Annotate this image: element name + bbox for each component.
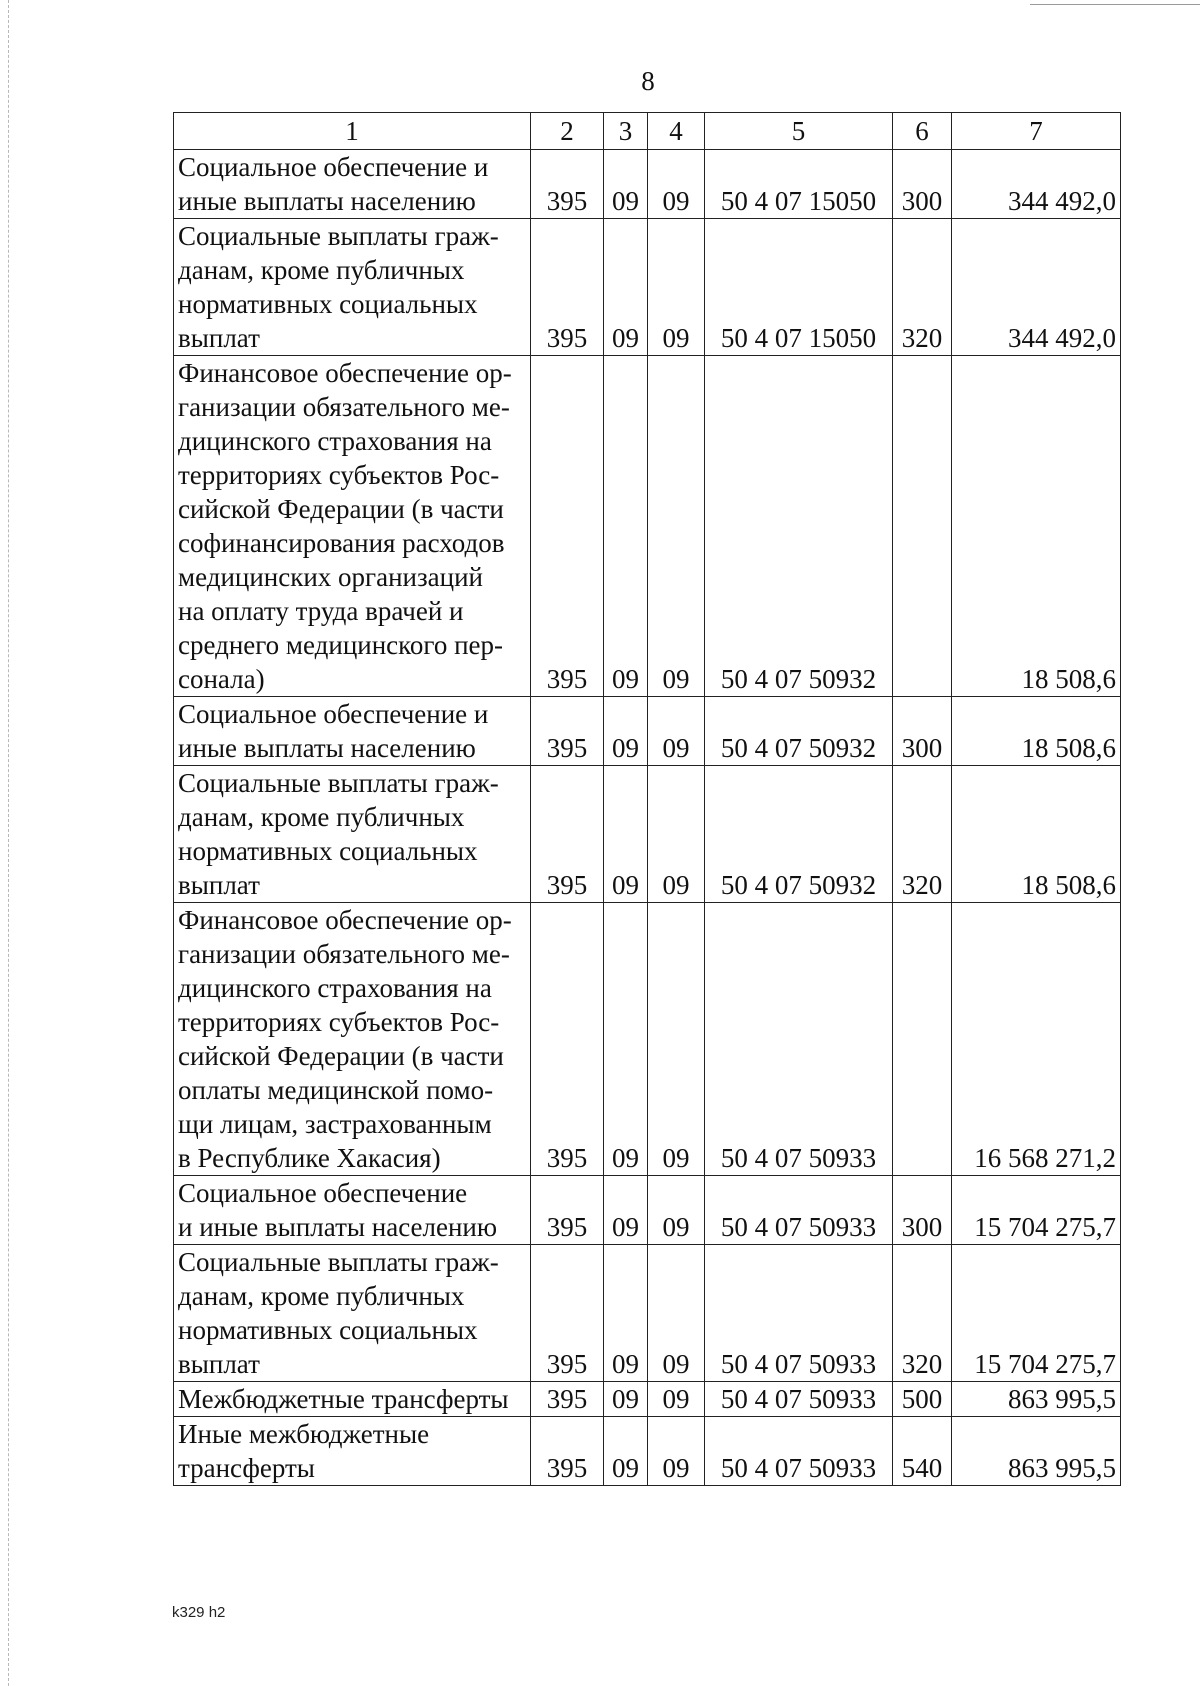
expense-name-cell (174, 1417, 531, 1486)
expense-type-cell: 300 (893, 1176, 952, 1245)
column-header-4: 4 (648, 113, 705, 150)
expense-type-cell: 540 (893, 1417, 952, 1486)
table-body (174, 150, 1121, 1486)
expense-name-line: в Республике Хакасия) (178, 1143, 441, 1173)
amount-cell: 18 508,6 (952, 356, 1121, 697)
section-code-cell: 09 (604, 697, 648, 766)
expense-name-line: территориях субъектов Рос- (178, 460, 500, 490)
ministry-code-cell: 395 (531, 1417, 604, 1486)
table-row (174, 903, 1121, 1176)
expense-name-line: сийской Федерации (в части (178, 494, 504, 524)
ministry-code-cell: 395 (531, 150, 604, 219)
ministry-code-cell: 395 (531, 356, 604, 697)
target-article-cell: 50 4 07 50933 (705, 1417, 893, 1486)
column-header-2: 2 (531, 113, 604, 150)
expense-type-cell: 300 (893, 150, 952, 219)
amount-cell: 344 492,0 (952, 219, 1121, 356)
ministry-code-cell: 395 (531, 1382, 604, 1417)
expense-name-cell (174, 1245, 531, 1382)
expense-name-line: дицинского страхования на (178, 426, 492, 456)
expense-type-cell (893, 356, 952, 697)
amount-cell: 15 704 275,7 (952, 1176, 1121, 1245)
scan-edge-top (1030, 4, 1200, 5)
table-row (174, 1245, 1121, 1382)
column-header-6: 6 (893, 113, 952, 150)
expense-name-line: сийской Федерации (в части (178, 1041, 504, 1071)
page-number: 8 (641, 66, 655, 96)
expense-name-cell (174, 219, 531, 356)
expense-name-line: среднего медицинского пер- (178, 630, 503, 660)
expense-name-cell (174, 150, 531, 219)
expense-name-line: нормативных социальных (178, 1315, 478, 1345)
expense-name-line: Межбюджетные трансферты (178, 1384, 509, 1414)
expense-name-line: Финансовое обеспечение ор- (178, 358, 512, 388)
expense-name-line: на оплату труда врачей и (178, 596, 464, 626)
column-header-5: 5 (705, 113, 893, 150)
subsection-code-cell: 09 (648, 1382, 705, 1417)
expense-name-line: ганизации обязательного ме- (178, 939, 510, 969)
ministry-code-cell: 395 (531, 903, 604, 1176)
table-row (174, 1417, 1121, 1486)
table-row (174, 1382, 1121, 1417)
expense-name-line: Иные межбюджетные (178, 1419, 430, 1449)
expense-name-line: и иные выплаты населению (178, 1212, 498, 1242)
table-row (174, 356, 1121, 697)
expense-type-cell: 320 (893, 766, 952, 903)
expense-name-line: территориях субъектов Рос- (178, 1007, 500, 1037)
expense-name-line: иные выплаты населению (178, 733, 476, 763)
subsection-code-cell: 09 (648, 356, 705, 697)
expense-name-line: иные выплаты населению (178, 186, 476, 216)
target-article-cell: 50 4 07 15050 (705, 150, 893, 219)
section-code-cell: 09 (604, 1382, 648, 1417)
scan-edge-left (8, 0, 9, 1686)
expense-name-line: данам, кроме публичных (178, 255, 465, 285)
subsection-code-cell: 09 (648, 903, 705, 1176)
expense-name-cell (174, 1382, 531, 1417)
target-article-cell: 50 4 07 50933 (705, 1382, 893, 1417)
budget-table (173, 112, 1121, 1486)
amount-cell: 15 704 275,7 (952, 1245, 1121, 1382)
section-code-cell: 09 (604, 219, 648, 356)
expense-name-line: Социальное обеспечение и (178, 152, 489, 182)
target-article-cell: 50 4 07 50933 (705, 903, 893, 1176)
expense-type-cell: 320 (893, 1245, 952, 1382)
expense-name-line: Финансовое обеспечение ор- (178, 905, 512, 935)
expense-name-line: трансферты (178, 1453, 315, 1483)
subsection-code-cell: 09 (648, 150, 705, 219)
expense-name-line: дицинского страхования на (178, 973, 492, 1003)
table-row (174, 150, 1121, 219)
column-header-7: 7 (952, 113, 1121, 150)
table-row (174, 697, 1121, 766)
expense-type-cell (893, 903, 952, 1176)
subsection-code-cell: 09 (648, 766, 705, 903)
section-code-cell: 09 (604, 1176, 648, 1245)
section-code-cell: 09 (604, 903, 648, 1176)
ministry-code-cell: 395 (531, 1176, 604, 1245)
amount-cell: 344 492,0 (952, 150, 1121, 219)
subsection-code-cell: 09 (648, 1245, 705, 1382)
expense-name-line: щи лицам, застрахованным (178, 1109, 492, 1139)
expense-name-cell (174, 1176, 531, 1245)
amount-cell: 18 508,6 (952, 697, 1121, 766)
expense-name-line: нормативных социальных (178, 289, 478, 319)
expense-name-line: данам, кроме публичных (178, 1281, 465, 1311)
ministry-code-cell: 395 (531, 766, 604, 903)
expense-name-line: Социальное обеспечение (178, 1178, 468, 1208)
column-header-1: 1 (174, 113, 531, 150)
section-code-cell: 09 (604, 1245, 648, 1382)
expense-name-cell (174, 356, 531, 697)
target-article-cell: 50 4 07 50932 (705, 356, 893, 697)
table-header (174, 113, 1121, 150)
subsection-code-cell: 09 (648, 1176, 705, 1245)
expense-name-line: выплат (178, 870, 260, 900)
expense-name-line: ганизации обязательного ме- (178, 392, 510, 422)
expense-name-line: Социальное обеспечение и (178, 699, 489, 729)
target-article-cell: 50 4 07 50933 (705, 1245, 893, 1382)
amount-cell: 863 995,5 (952, 1417, 1121, 1486)
ministry-code-cell: 395 (531, 1245, 604, 1382)
document-code: k329 h2 (172, 1604, 226, 1621)
expense-name-line: Социальные выплаты граж- (178, 1247, 499, 1277)
target-article-cell: 50 4 07 50932 (705, 697, 893, 766)
section-code-cell: 09 (604, 766, 648, 903)
expense-name-line: данам, кроме публичных (178, 802, 465, 832)
section-code-cell: 09 (604, 150, 648, 219)
expense-type-cell: 500 (893, 1382, 952, 1417)
expense-name-line: оплаты медицинской помо- (178, 1075, 494, 1105)
table-row (174, 1176, 1121, 1245)
expense-name-line: софинансирования расходов (178, 528, 505, 558)
subsection-code-cell: 09 (648, 1417, 705, 1486)
expense-name-line: выплат (178, 323, 260, 353)
column-header-3: 3 (604, 113, 648, 150)
ministry-code-cell: 395 (531, 697, 604, 766)
target-article-cell: 50 4 07 15050 (705, 219, 893, 356)
table-row (174, 766, 1121, 903)
subsection-code-cell: 09 (648, 219, 705, 356)
amount-cell: 18 508,6 (952, 766, 1121, 903)
expense-name-line: нормативных социальных (178, 836, 478, 866)
expense-name-line: Социальные выплаты граж- (178, 768, 499, 798)
table-row (174, 219, 1121, 356)
header-row (174, 113, 1121, 150)
expense-name-line: Социальные выплаты граж- (178, 221, 499, 251)
expense-name-cell (174, 697, 531, 766)
subsection-code-cell: 09 (648, 697, 705, 766)
amount-cell: 16 568 271,2 (952, 903, 1121, 1176)
expense-name-cell (174, 903, 531, 1176)
expense-name-line: выплат (178, 1349, 260, 1379)
target-article-cell: 50 4 07 50933 (705, 1176, 893, 1245)
expense-type-cell: 320 (893, 219, 952, 356)
section-code-cell: 09 (604, 356, 648, 697)
section-code-cell: 09 (604, 1417, 648, 1486)
amount-cell: 863 995,5 (952, 1382, 1121, 1417)
expense-name-cell (174, 766, 531, 903)
expense-name-line: медицинских организаций (178, 562, 484, 592)
ministry-code-cell: 395 (531, 219, 604, 356)
expense-type-cell: 300 (893, 697, 952, 766)
expense-name-line: сонала) (178, 664, 265, 694)
target-article-cell: 50 4 07 50932 (705, 766, 893, 903)
